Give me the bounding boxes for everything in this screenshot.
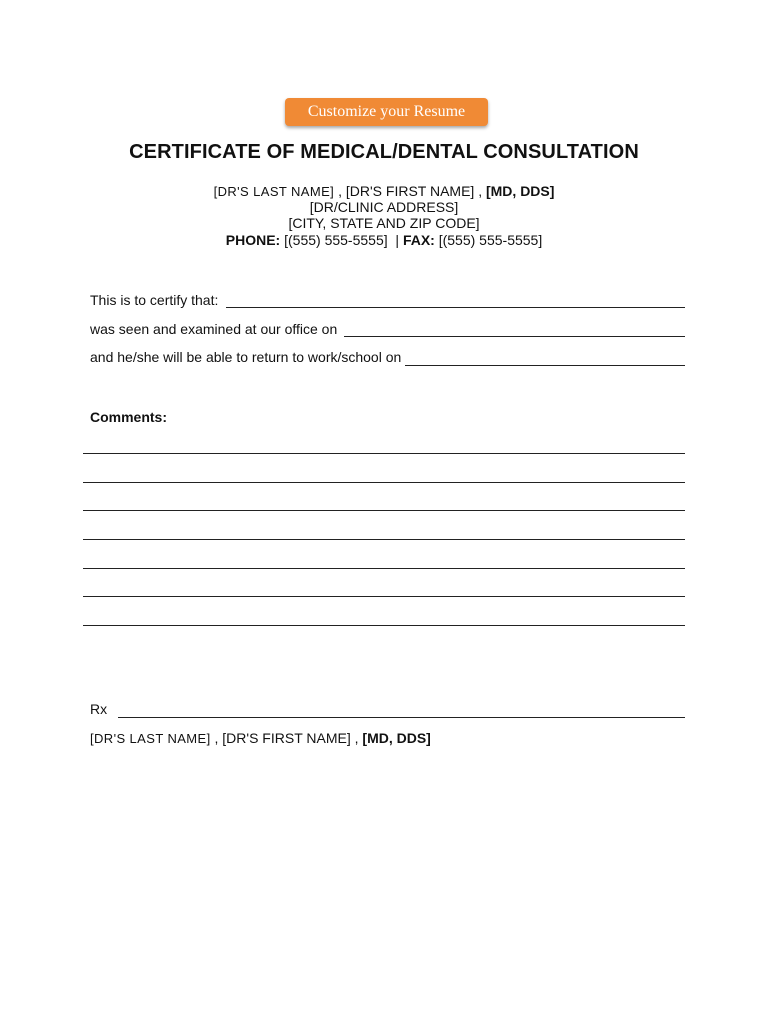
contact-line <box>0 232 768 248</box>
signature-line[interactable] <box>118 717 685 718</box>
doctor-last-name: [DR'S LAST NAME] <box>213 184 335 199</box>
signature-name-line <box>90 730 431 747</box>
fax-label: FAX: <box>402 232 435 248</box>
return-date-line[interactable] <box>405 365 685 366</box>
city-state-zip: [CITY, STATE AND ZIP CODE] <box>288 215 480 231</box>
comment-line[interactable] <box>83 453 685 454</box>
phone-label: PHONE: <box>225 232 281 248</box>
phone-value: [(555) 555-5555] <box>280 232 388 248</box>
customize-resume-button[interactable]: Customize your Resume <box>285 98 488 126</box>
contact-divider: | <box>387 232 403 248</box>
comment-line[interactable] <box>83 596 685 597</box>
signature-credentials: [MD, DDS] <box>362 730 431 746</box>
comment-line[interactable] <box>83 510 685 511</box>
comment-line[interactable] <box>83 539 685 540</box>
name-separator: , <box>210 730 223 746</box>
fax-value: [(555) 555-5555] <box>434 232 543 248</box>
comment-line[interactable] <box>83 625 685 626</box>
doctor-credentials: [MD, DDS] <box>485 183 555 199</box>
doctor-first-name: [DR'S FIRST NAME] <box>345 183 475 199</box>
name-separator: , <box>334 183 346 199</box>
exam-date-line[interactable] <box>344 336 685 337</box>
certificate-title: CERTIFICATE OF MEDICAL/DENTAL CONSULTATION <box>129 141 639 163</box>
signature-last-name: [DR'S LAST NAME] <box>90 731 211 746</box>
patient-name-line[interactable] <box>226 307 685 308</box>
comments-label: Comments: <box>90 409 168 425</box>
name-separator: , <box>474 183 486 199</box>
name-separator: , <box>350 730 363 746</box>
doctor-name-line <box>0 183 768 200</box>
comment-line[interactable] <box>83 568 685 569</box>
clinic-address: [DR/CLINIC ADDRESS] <box>309 199 459 215</box>
return-label: and he/she will be able to return to work/school on <box>90 349 402 365</box>
rx-label: Rx <box>90 701 108 717</box>
comment-line[interactable] <box>83 482 685 483</box>
examined-label: was seen and examined at our office on <box>90 321 338 337</box>
certify-label: This is to certify that: <box>90 292 219 308</box>
signature-first-name: [DR'S FIRST NAME] <box>222 730 351 746</box>
